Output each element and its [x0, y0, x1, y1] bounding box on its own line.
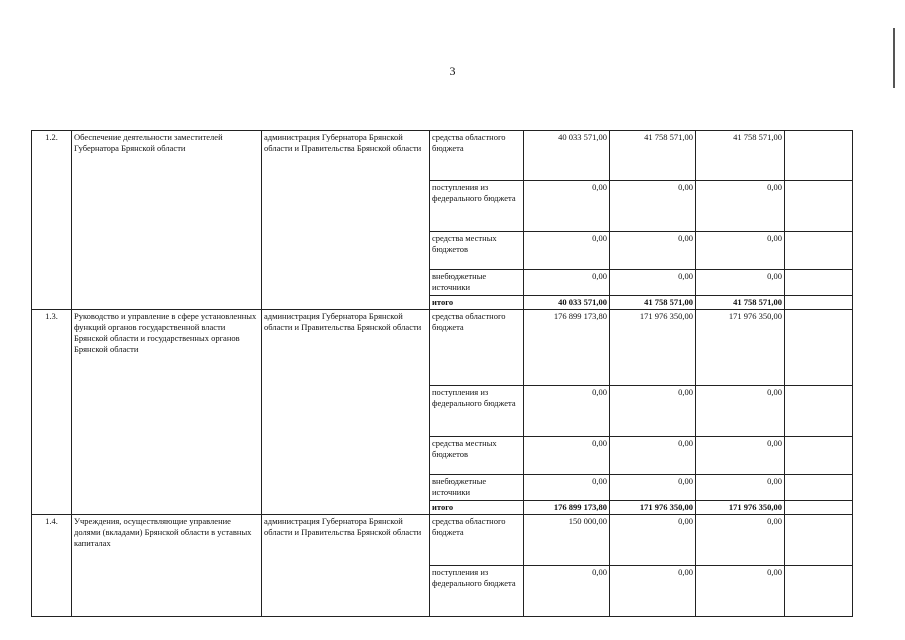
amount-year-1: 40 033 571,00 — [524, 131, 610, 181]
amount-year-3: 0,00 — [696, 475, 785, 501]
amount-year-1: 0,00 — [524, 437, 610, 475]
total-year-2: 171 976 350,00 — [610, 501, 696, 515]
budget-table — [31, 130, 853, 617]
total-year-1: 176 899 173,80 — [524, 501, 610, 515]
amount-year-3: 171 976 350,00 — [696, 310, 785, 386]
empty-cell — [785, 310, 853, 386]
amount-year-2: 0,00 — [610, 232, 696, 270]
amount-year-2: 0,00 — [610, 437, 696, 475]
amount-year-1: 0,00 — [524, 232, 610, 270]
empty-cell — [785, 437, 853, 475]
funding-source: поступления из федерального бюджета — [430, 181, 524, 232]
amount-year-3: 0,00 — [696, 437, 785, 475]
funding-source: внебюджетные источники — [430, 475, 524, 501]
amount-year-1: 0,00 — [524, 566, 610, 617]
item-number: 1.4. — [32, 515, 72, 617]
amount-year-1: 0,00 — [524, 270, 610, 296]
table-row — [32, 131, 853, 181]
amount-year-2: 41 758 571,00 — [610, 131, 696, 181]
empty-cell — [785, 296, 853, 310]
item-executor: администрация Губернатора Брянской области и Правительства Брянской области — [262, 515, 430, 617]
total-year-3: 171 976 350,00 — [696, 501, 785, 515]
item-name: Обеспечение деятельности заместителей Губернатора Брянской области — [72, 131, 262, 310]
item-executor: администрация Губернатора Брянской области и Правительства Брянской области — [262, 310, 430, 515]
empty-cell — [785, 181, 853, 232]
empty-cell — [785, 232, 853, 270]
empty-cell — [785, 475, 853, 501]
item-executor: администрация Губернатора Брянской области и Правительства Брянской области — [262, 131, 430, 310]
funding-source: средства местных бюджетов — [430, 437, 524, 475]
amount-year-3: 0,00 — [696, 270, 785, 296]
empty-cell — [785, 515, 853, 566]
amount-year-2: 0,00 — [610, 566, 696, 617]
funding-source: средства областного бюджета — [430, 515, 524, 566]
funding-source: внебюджетные источники — [430, 270, 524, 296]
total-label: итого — [430, 501, 524, 515]
item-name: Учреждения, осуществляющие управление долями (вкладами) Брянской области в уставных капиталах — [72, 515, 262, 617]
amount-year-3: 0,00 — [696, 232, 785, 270]
total-year-1: 40 033 571,00 — [524, 296, 610, 310]
amount-year-3: 41 758 571,00 — [696, 131, 785, 181]
total-year-2: 41 758 571,00 — [610, 296, 696, 310]
amount-year-1: 0,00 — [524, 386, 610, 437]
amount-year-3: 0,00 — [696, 181, 785, 232]
amount-year-2: 0,00 — [610, 475, 696, 501]
table-row — [32, 515, 853, 566]
empty-cell — [785, 270, 853, 296]
funding-source: средства областного бюджета — [430, 131, 524, 181]
funding-source: средства областного бюджета — [430, 310, 524, 386]
amount-year-1: 150 000,00 — [524, 515, 610, 566]
item-number: 1.2. — [32, 131, 72, 310]
empty-cell — [785, 131, 853, 181]
empty-cell — [785, 566, 853, 617]
page-number: 3 — [449, 64, 456, 78]
table-row — [32, 310, 853, 386]
amount-year-2: 0,00 — [610, 270, 696, 296]
funding-source: поступления из федерального бюджета — [430, 386, 524, 437]
amount-year-3: 0,00 — [696, 515, 785, 566]
amount-year-3: 0,00 — [696, 566, 785, 617]
amount-year-2: 0,00 — [610, 181, 696, 232]
item-name: Руководство и управление в сфере установленных функций органов государственной власти Брянской области и государственных органов Брянской области — [72, 310, 262, 515]
amount-year-3: 0,00 — [696, 386, 785, 437]
scan-artifact — [893, 28, 895, 88]
amount-year-2: 0,00 — [610, 386, 696, 437]
amount-year-1: 176 899 173,80 — [524, 310, 610, 386]
total-label: итого — [430, 296, 524, 310]
funding-source: поступления из федерального бюджета — [430, 566, 524, 617]
amount-year-2: 0,00 — [610, 515, 696, 566]
amount-year-1: 0,00 — [524, 475, 610, 501]
empty-cell — [785, 386, 853, 437]
empty-cell — [785, 501, 853, 515]
funding-source: средства местных бюджетов — [430, 232, 524, 270]
amount-year-1: 0,00 — [524, 181, 610, 232]
item-number: 1.3. — [32, 310, 72, 515]
total-year-3: 41 758 571,00 — [696, 296, 785, 310]
amount-year-2: 171 976 350,00 — [610, 310, 696, 386]
